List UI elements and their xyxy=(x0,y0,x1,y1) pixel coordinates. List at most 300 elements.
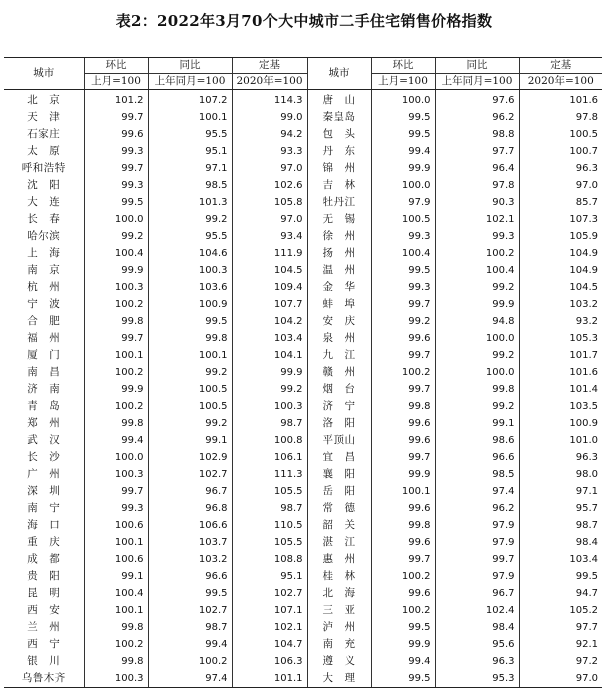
mom-value-right: 100.0 xyxy=(371,90,435,110)
yoy-value-right: 100.4 xyxy=(435,262,519,279)
city-name-left: 宁 波 xyxy=(27,298,61,310)
mom-value-left: 99.8 xyxy=(84,313,148,330)
table-row xyxy=(4,177,602,194)
table-row xyxy=(4,653,602,670)
city-name-left: 福 州 xyxy=(27,332,61,344)
yoy-value-left: 102.7 xyxy=(148,466,232,483)
mom-value-right: 99.5 xyxy=(371,262,435,279)
table-row xyxy=(4,517,602,534)
yoy-value-left: 98.5 xyxy=(148,177,232,194)
mom-value-right: 99.7 xyxy=(371,381,435,398)
city-name-right: 锦 州 xyxy=(307,160,371,177)
yoy-value-right: 97.9 xyxy=(435,534,519,551)
table-row xyxy=(4,211,602,228)
fixed-value-right: 93.2 xyxy=(519,313,602,330)
header-yoy-base-right: 上年同月=100 xyxy=(435,74,519,90)
city-name-right: 济 宁 xyxy=(307,398,371,415)
yoy-value-right: 96.6 xyxy=(435,449,519,466)
mom-value-left: 100.4 xyxy=(84,245,148,262)
table-row xyxy=(4,568,602,585)
yoy-value-right: 95.6 xyxy=(435,636,519,653)
city-name-right: 秦皇岛 xyxy=(307,109,371,126)
city-name-right: 惠 州 xyxy=(307,551,371,568)
city-name-right: 无 锡 xyxy=(307,211,371,228)
header-yoy-base-left: 上年同月=100 xyxy=(148,74,232,90)
mom-value-right: 100.2 xyxy=(371,568,435,585)
header-mom-left: 环比 xyxy=(84,58,148,74)
table-row xyxy=(4,466,602,483)
fixed-value-left: 93.4 xyxy=(232,228,307,245)
yoy-value-right: 99.9 xyxy=(435,296,519,313)
fixed-value-right: 97.0 xyxy=(519,177,602,194)
header-city-left: 城市 xyxy=(4,58,84,90)
yoy-value-left: 100.1 xyxy=(148,347,232,364)
mom-value-right: 99.9 xyxy=(371,466,435,483)
yoy-value-right: 97.4 xyxy=(435,483,519,500)
city-name-right: 遵 义 xyxy=(307,653,371,670)
mom-value-left: 100.2 xyxy=(84,364,148,381)
city-name-right: 常 德 xyxy=(307,500,371,517)
yoy-value-left: 100.2 xyxy=(148,653,232,670)
city-name-right: 岳 阳 xyxy=(307,483,371,500)
mom-value-left: 99.3 xyxy=(84,143,148,160)
mom-value-left: 100.2 xyxy=(84,296,148,313)
fixed-value-left: 107.7 xyxy=(232,296,307,313)
city-name-left: 南 宁 xyxy=(27,502,61,514)
header-mom-base-right: 上月=100 xyxy=(371,74,435,90)
mom-value-right: 100.4 xyxy=(371,245,435,262)
yoy-value-right: 99.7 xyxy=(435,551,519,568)
price-index-table xyxy=(4,57,602,688)
mom-value-right: 99.4 xyxy=(371,143,435,160)
city-name-right: 吉 林 xyxy=(307,177,371,194)
yoy-value-right: 99.2 xyxy=(435,347,519,364)
yoy-value-left: 100.9 xyxy=(148,296,232,313)
mom-value-right: 99.7 xyxy=(371,551,435,568)
fixed-value-right: 97.8 xyxy=(519,109,602,126)
city-name-left: 武 汉 xyxy=(27,434,61,446)
yoy-value-right: 100.2 xyxy=(435,245,519,262)
table-row xyxy=(4,602,602,619)
header-fixed-base-right: 2020年=100 xyxy=(519,74,602,90)
table-row xyxy=(4,398,602,415)
city-name-right: 湛 江 xyxy=(307,534,371,551)
city-name-left: 太 原 xyxy=(27,145,61,157)
city-name-left: 杭 州 xyxy=(27,281,61,293)
yoy-value-right: 90.3 xyxy=(435,194,519,211)
yoy-value-left: 96.6 xyxy=(148,568,232,585)
header-yoy-left: 同比 xyxy=(148,58,232,74)
fixed-value-left: 104.2 xyxy=(232,313,307,330)
yoy-value-left: 96.8 xyxy=(148,500,232,517)
yoy-value-right: 97.8 xyxy=(435,177,519,194)
mom-value-left: 99.7 xyxy=(84,109,148,126)
table-row xyxy=(4,90,602,110)
mom-value-right: 100.2 xyxy=(371,602,435,619)
fixed-value-right: 101.0 xyxy=(519,432,602,449)
table-row xyxy=(4,126,602,143)
city-name-left: 青 岛 xyxy=(27,400,61,412)
mom-value-right: 99.8 xyxy=(371,398,435,415)
mom-value-left: 99.9 xyxy=(84,381,148,398)
fixed-value-left: 111.9 xyxy=(232,245,307,262)
city-name-right: 唐 山 xyxy=(307,90,371,110)
fixed-value-left: 106.1 xyxy=(232,449,307,466)
mom-value-right: 99.6 xyxy=(371,500,435,517)
fixed-value-right: 92.1 xyxy=(519,636,602,653)
mom-value-left: 100.2 xyxy=(84,398,148,415)
mom-value-left: 99.5 xyxy=(84,194,148,211)
fixed-value-left: 114.3 xyxy=(232,90,307,110)
city-name-left: 北 京 xyxy=(27,94,61,106)
header-row-1 xyxy=(4,58,602,74)
yoy-value-left: 103.7 xyxy=(148,534,232,551)
city-name-left: 南 昌 xyxy=(27,366,61,378)
city-name-right: 安 庆 xyxy=(307,313,371,330)
yoy-value-right: 95.3 xyxy=(435,670,519,688)
mom-value-right: 99.3 xyxy=(371,228,435,245)
yoy-value-right: 98.6 xyxy=(435,432,519,449)
city-name-left: 长 沙 xyxy=(27,451,61,463)
mom-value-right: 99.6 xyxy=(371,330,435,347)
fixed-value-right: 103.5 xyxy=(519,398,602,415)
yoy-value-right: 96.4 xyxy=(435,160,519,177)
yoy-value-left: 96.7 xyxy=(148,483,232,500)
mom-value-right: 99.6 xyxy=(371,585,435,602)
table-row xyxy=(4,160,602,177)
yoy-value-left: 99.5 xyxy=(148,313,232,330)
fixed-value-right: 98.4 xyxy=(519,534,602,551)
city-name-right: 三 亚 xyxy=(307,602,371,619)
fixed-value-right: 100.9 xyxy=(519,415,602,432)
city-name-right: 徐 州 xyxy=(307,228,371,245)
yoy-value-left: 100.1 xyxy=(148,109,232,126)
fixed-value-right: 104.9 xyxy=(519,245,602,262)
header-fixed-right: 定基 xyxy=(519,58,602,74)
fixed-value-right: 96.3 xyxy=(519,449,602,466)
city-name-left: 石家庄 xyxy=(27,128,61,140)
table-row xyxy=(4,228,602,245)
fixed-value-right: 100.5 xyxy=(519,126,602,143)
header-fixed-base-left: 2020年=100 xyxy=(232,74,307,90)
fixed-value-left: 104.7 xyxy=(232,636,307,653)
mom-value-left: 99.8 xyxy=(84,653,148,670)
fixed-value-right: 104.9 xyxy=(519,262,602,279)
fixed-value-right: 104.5 xyxy=(519,279,602,296)
table-row xyxy=(4,245,602,262)
mom-value-left: 100.4 xyxy=(84,585,148,602)
city-name-left: 西 安 xyxy=(27,604,61,616)
city-name-right: 丹 东 xyxy=(307,143,371,160)
city-name-right: 桂 林 xyxy=(307,568,371,585)
mom-value-left: 100.2 xyxy=(84,636,148,653)
header-yoy-right: 同比 xyxy=(435,58,519,74)
fixed-value-left: 102.7 xyxy=(232,585,307,602)
city-name-left: 大 连 xyxy=(27,196,61,208)
yoy-value-left: 99.8 xyxy=(148,330,232,347)
mom-value-right: 99.9 xyxy=(371,160,435,177)
mom-value-right: 100.5 xyxy=(371,211,435,228)
mom-value-left: 100.3 xyxy=(84,279,148,296)
city-name-left: 成 都 xyxy=(27,553,61,565)
city-name-left: 郑 州 xyxy=(27,417,61,429)
mom-value-left: 100.1 xyxy=(84,602,148,619)
city-name-left: 哈尔滨 xyxy=(27,230,61,242)
table-row xyxy=(4,262,602,279)
city-name-right: 包 头 xyxy=(307,126,371,143)
city-name-right: 泉 州 xyxy=(307,330,371,347)
mom-value-left: 99.6 xyxy=(84,126,148,143)
yoy-value-right: 100.0 xyxy=(435,364,519,381)
mom-value-right: 99.9 xyxy=(371,636,435,653)
city-name-left: 沈 阳 xyxy=(27,179,61,191)
yoy-value-left: 103.2 xyxy=(148,551,232,568)
yoy-value-right: 102.1 xyxy=(435,211,519,228)
yoy-value-right: 100.0 xyxy=(435,330,519,347)
table-row xyxy=(4,296,602,313)
header-row-2 xyxy=(4,74,602,90)
fixed-value-left: 104.5 xyxy=(232,262,307,279)
city-name-right: 烟 台 xyxy=(307,381,371,398)
table-row xyxy=(4,619,602,636)
mom-value-right: 99.5 xyxy=(371,670,435,688)
mom-value-left: 100.3 xyxy=(84,466,148,483)
yoy-value-right: 99.2 xyxy=(435,398,519,415)
yoy-value-left: 100.5 xyxy=(148,381,232,398)
page-title: 表2：2022年3月70个大中城市二手住宅销售价格指数 xyxy=(115,12,493,30)
city-name-right: 北 海 xyxy=(307,585,371,602)
yoy-value-left: 99.2 xyxy=(148,415,232,432)
header-mom-right: 环比 xyxy=(371,58,435,74)
yoy-value-left: 101.3 xyxy=(148,194,232,211)
mom-value-left: 99.2 xyxy=(84,228,148,245)
yoy-value-right: 98.5 xyxy=(435,466,519,483)
yoy-value-right: 96.2 xyxy=(435,500,519,517)
fixed-value-right: 97.7 xyxy=(519,619,602,636)
fixed-value-left: 100.3 xyxy=(232,398,307,415)
fixed-value-left: 102.1 xyxy=(232,619,307,636)
city-name-right: 温 州 xyxy=(307,262,371,279)
yoy-value-right: 97.9 xyxy=(435,517,519,534)
fixed-value-left: 105.5 xyxy=(232,483,307,500)
table-row xyxy=(4,534,602,551)
mom-value-left: 100.6 xyxy=(84,551,148,568)
city-name-right: 蚌 埠 xyxy=(307,296,371,313)
city-name-left: 昆 明 xyxy=(27,587,61,599)
yoy-value-right: 96.2 xyxy=(435,109,519,126)
fixed-value-left: 97.0 xyxy=(232,160,307,177)
mom-value-right: 99.5 xyxy=(371,126,435,143)
fixed-value-right: 103.2 xyxy=(519,296,602,313)
mom-value-right: 99.7 xyxy=(371,449,435,466)
table-row xyxy=(4,279,602,296)
fixed-value-left: 95.1 xyxy=(232,568,307,585)
city-name-right: 赣 州 xyxy=(307,364,371,381)
fixed-value-left: 105.8 xyxy=(232,194,307,211)
city-name-right: 大 理 xyxy=(307,670,371,688)
fixed-value-left: 100.8 xyxy=(232,432,307,449)
fixed-value-left: 97.0 xyxy=(232,211,307,228)
mom-value-right: 99.5 xyxy=(371,619,435,636)
fixed-value-left: 111.3 xyxy=(232,466,307,483)
fixed-value-left: 99.2 xyxy=(232,381,307,398)
fixed-value-right: 96.3 xyxy=(519,160,602,177)
fixed-value-right: 97.0 xyxy=(519,670,602,688)
yoy-value-left: 107.2 xyxy=(148,90,232,110)
fixed-value-right: 101.6 xyxy=(519,364,602,381)
fixed-value-right: 97.2 xyxy=(519,653,602,670)
header-city-right: 城市 xyxy=(307,58,371,90)
mom-value-right: 97.9 xyxy=(371,194,435,211)
fixed-value-right: 101.6 xyxy=(519,90,602,110)
city-name-right: 韶 关 xyxy=(307,517,371,534)
yoy-value-right: 97.6 xyxy=(435,90,519,110)
city-name-left: 合 肥 xyxy=(27,315,61,327)
yoy-value-right: 97.9 xyxy=(435,568,519,585)
fixed-value-left: 110.5 xyxy=(232,517,307,534)
yoy-value-left: 97.1 xyxy=(148,160,232,177)
city-name-right: 平顶山 xyxy=(307,432,371,449)
fixed-value-right: 98.7 xyxy=(519,517,602,534)
city-name-left: 海 口 xyxy=(27,519,61,531)
fixed-value-left: 104.1 xyxy=(232,347,307,364)
table-body xyxy=(4,90,602,688)
header-fixed-left: 定基 xyxy=(232,58,307,74)
table-row xyxy=(4,636,602,653)
yoy-value-right: 97.7 xyxy=(435,143,519,160)
fixed-value-left: 99.9 xyxy=(232,364,307,381)
table-row xyxy=(4,381,602,398)
mom-value-right: 99.5 xyxy=(371,109,435,126)
table-row xyxy=(4,551,602,568)
table-row xyxy=(4,313,602,330)
table-row xyxy=(4,109,602,126)
yoy-value-left: 99.1 xyxy=(148,432,232,449)
city-name-right: 洛 阳 xyxy=(307,415,371,432)
yoy-value-left: 99.2 xyxy=(148,211,232,228)
city-name-right: 襄 阳 xyxy=(307,466,371,483)
mom-value-right: 100.1 xyxy=(371,483,435,500)
mom-value-right: 99.3 xyxy=(371,279,435,296)
yoy-value-right: 98.4 xyxy=(435,619,519,636)
city-name-right: 南 充 xyxy=(307,636,371,653)
fixed-value-left: 94.2 xyxy=(232,126,307,143)
city-name-left: 厦 门 xyxy=(27,349,61,361)
mom-value-left: 100.1 xyxy=(84,534,148,551)
yoy-value-left: 95.1 xyxy=(148,143,232,160)
yoy-value-left: 104.6 xyxy=(148,245,232,262)
city-name-right: 泸 州 xyxy=(307,619,371,636)
city-name-left: 长 春 xyxy=(27,213,61,225)
fixed-value-right: 105.3 xyxy=(519,330,602,347)
fixed-value-left: 93.3 xyxy=(232,143,307,160)
yoy-value-right: 99.8 xyxy=(435,381,519,398)
city-name-right: 牡丹江 xyxy=(307,194,371,211)
fixed-value-right: 103.4 xyxy=(519,551,602,568)
table-row xyxy=(4,585,602,602)
city-name-left: 济 南 xyxy=(27,383,61,395)
mom-value-right: 100.2 xyxy=(371,364,435,381)
fixed-value-right: 99.5 xyxy=(519,568,602,585)
yoy-value-left: 95.5 xyxy=(148,126,232,143)
mom-value-right: 100.0 xyxy=(371,177,435,194)
city-name-left: 天 津 xyxy=(27,111,61,123)
yoy-value-left: 102.9 xyxy=(148,449,232,466)
mom-value-left: 100.3 xyxy=(84,670,148,688)
mom-value-right: 99.2 xyxy=(371,313,435,330)
mom-value-left: 101.2 xyxy=(84,90,148,110)
city-name-left: 呼和浩特 xyxy=(21,162,66,174)
fixed-value-left: 99.0 xyxy=(232,109,307,126)
fixed-value-right: 107.3 xyxy=(519,211,602,228)
city-name-right: 九 江 xyxy=(307,347,371,364)
fixed-value-left: 108.8 xyxy=(232,551,307,568)
fixed-value-left: 98.7 xyxy=(232,415,307,432)
table-row xyxy=(4,500,602,517)
table-row xyxy=(4,364,602,381)
yoy-value-right: 99.1 xyxy=(435,415,519,432)
mom-value-right: 99.6 xyxy=(371,415,435,432)
mom-value-right: 99.7 xyxy=(371,347,435,364)
mom-value-right: 99.6 xyxy=(371,432,435,449)
fixed-value-right: 101.7 xyxy=(519,347,602,364)
table-row xyxy=(4,483,602,500)
table-row xyxy=(4,330,602,347)
mom-value-left: 100.0 xyxy=(84,211,148,228)
fixed-value-left: 106.3 xyxy=(232,653,307,670)
yoy-value-right: 96.7 xyxy=(435,585,519,602)
yoy-value-left: 100.3 xyxy=(148,262,232,279)
yoy-value-left: 99.2 xyxy=(148,364,232,381)
yoy-value-left: 97.4 xyxy=(148,670,232,688)
city-name-right: 宜 昌 xyxy=(307,449,371,466)
yoy-value-left: 98.7 xyxy=(148,619,232,636)
yoy-value-left: 100.5 xyxy=(148,398,232,415)
table-row xyxy=(4,415,602,432)
city-name-left: 贵 阳 xyxy=(27,570,61,582)
fixed-value-right: 98.0 xyxy=(519,466,602,483)
fixed-value-left: 105.5 xyxy=(232,534,307,551)
mom-value-left: 99.4 xyxy=(84,432,148,449)
city-name-left: 银 川 xyxy=(27,655,61,667)
mom-value-right: 99.4 xyxy=(371,653,435,670)
table-row xyxy=(4,347,602,364)
fixed-value-right: 105.2 xyxy=(519,602,602,619)
yoy-value-right: 99.3 xyxy=(435,228,519,245)
yoy-value-right: 102.4 xyxy=(435,602,519,619)
fixed-value-right: 85.7 xyxy=(519,194,602,211)
fixed-value-left: 102.6 xyxy=(232,177,307,194)
mom-value-right: 99.7 xyxy=(371,296,435,313)
fixed-value-left: 101.1 xyxy=(232,670,307,688)
header-mom-base-left: 上月=100 xyxy=(84,74,148,90)
city-name-left: 乌鲁木齐 xyxy=(4,670,84,688)
table-row xyxy=(4,670,602,688)
mom-value-left: 99.3 xyxy=(84,177,148,194)
mom-value-right: 99.8 xyxy=(371,517,435,534)
city-name-right: 扬 州 xyxy=(307,245,371,262)
table-row xyxy=(4,194,602,211)
yoy-value-right: 96.3 xyxy=(435,653,519,670)
yoy-value-left: 99.5 xyxy=(148,585,232,602)
mom-value-left: 99.7 xyxy=(84,483,148,500)
fixed-value-right: 100.7 xyxy=(519,143,602,160)
fixed-value-left: 107.1 xyxy=(232,602,307,619)
mom-value-left: 99.7 xyxy=(84,160,148,177)
yoy-value-left: 103.6 xyxy=(148,279,232,296)
table-row xyxy=(4,449,602,466)
city-name-left: 重 庆 xyxy=(27,536,61,548)
